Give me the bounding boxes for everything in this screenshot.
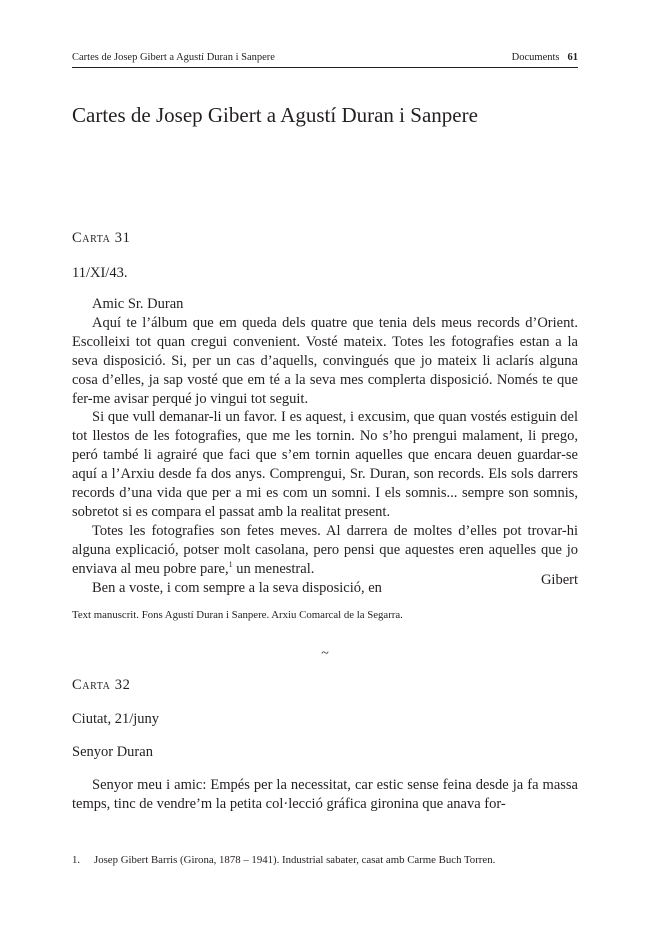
letter-32-body: [72, 776, 578, 814]
letter-32-heading: Carta 32: [72, 677, 131, 693]
letter-31-source-note: Text manuscrit. Fons Agustí Duran i Sanpere. Arxiu Comarcal de la Segarra.: [72, 609, 403, 621]
running-head-title: Cartes de Josep Gibert a Agustí Duran i Sanpere: [72, 52, 275, 63]
letter-32-greeting: Senyor Duran: [72, 744, 153, 760]
header-rule: [72, 67, 578, 68]
letter-31-paragraph-1: Aquí te l’álbum que em queda dels quatre que tenia dels meus records d’Orient. Escolleixi tot quan cregui convenient. Vosté mateix. Totes les fotografies estan a la seva disposició. Si, per un cas d’aquells, convingués que jo mateix li aclarís alguna cosa d’elles, ja sap vosté que em té a la seva mes complerta disposició. Només te que fer-me avisar perqué jo vingui tot seguit.: [72, 314, 578, 407]
letter-31-paragraph-3: [72, 522, 578, 579]
letter-31-heading: Carta 31: [72, 230, 131, 246]
footnote-1: [72, 853, 495, 867]
letter-31-greeting: Amic Sr. Duran: [92, 296, 184, 312]
page-title: Cartes de Josep Gibert a Agustí Duran i Sanpere: [72, 103, 478, 127]
letter-31-paragraph-3-text: Totes les fotografies son fetes meves. Al darrera de moltes d’elles pot trovar-hi alguna explicació, potser molt casolana, pero pensi que aquestes eren aquelles que jo enviava al meu pobre pare,: [72, 522, 578, 577]
letter-31-body: [72, 295, 578, 598]
letter-31-paragraph-2: Si que vull demanar-li un favor. I es aquest, i excusim, que quan vostés estiguin del tot llestos de les fotografies, que me les tornin. No s’ho prengui malament, li prego, peró també li agrairé que faci que s’em tornin aquelles que encara deuen guardar-se aquí a l’Arxiu desde fa dos anys. Comprengui, Sr. Duran, son records. Els sols darrers records d’una vida que per a mi es com un somni. I els somnis... sempre son somnis, sobretot si es compara el passat amb la realitat present.: [72, 409, 578, 520]
letter-31-date: 11/XI/43.: [72, 265, 128, 281]
letter-31-paragraph-3-end: un menestral.: [232, 560, 315, 577]
footnote-number: 1.: [72, 854, 81, 866]
footnote-text: Josep Gibert Barris (Girona, 1878 – 1941). Industrial sabater, casat amb Carme Buch Torren.: [94, 854, 496, 866]
letter-separator: ~: [321, 646, 329, 661]
letter-31-closing: Ben a voste, i com sempre a la seva disposició, en: [92, 579, 382, 596]
running-head-section: Documents: [511, 52, 560, 63]
letter-31-signature: Gibert: [540, 572, 578, 588]
page-number: 61: [567, 52, 578, 63]
footnote-reference: 1: [228, 559, 233, 569]
letter-32-date: Ciutat, 21/juny: [72, 711, 159, 727]
letter-32-paragraph-1: Senyor meu i amic: Empés per la necessitat, car estic sense feina desde ja fa massa temps, tinc de vendre’m la petita col·lecció gráfica gironina que anava for-: [72, 777, 578, 812]
running-head-right: [512, 51, 578, 65]
